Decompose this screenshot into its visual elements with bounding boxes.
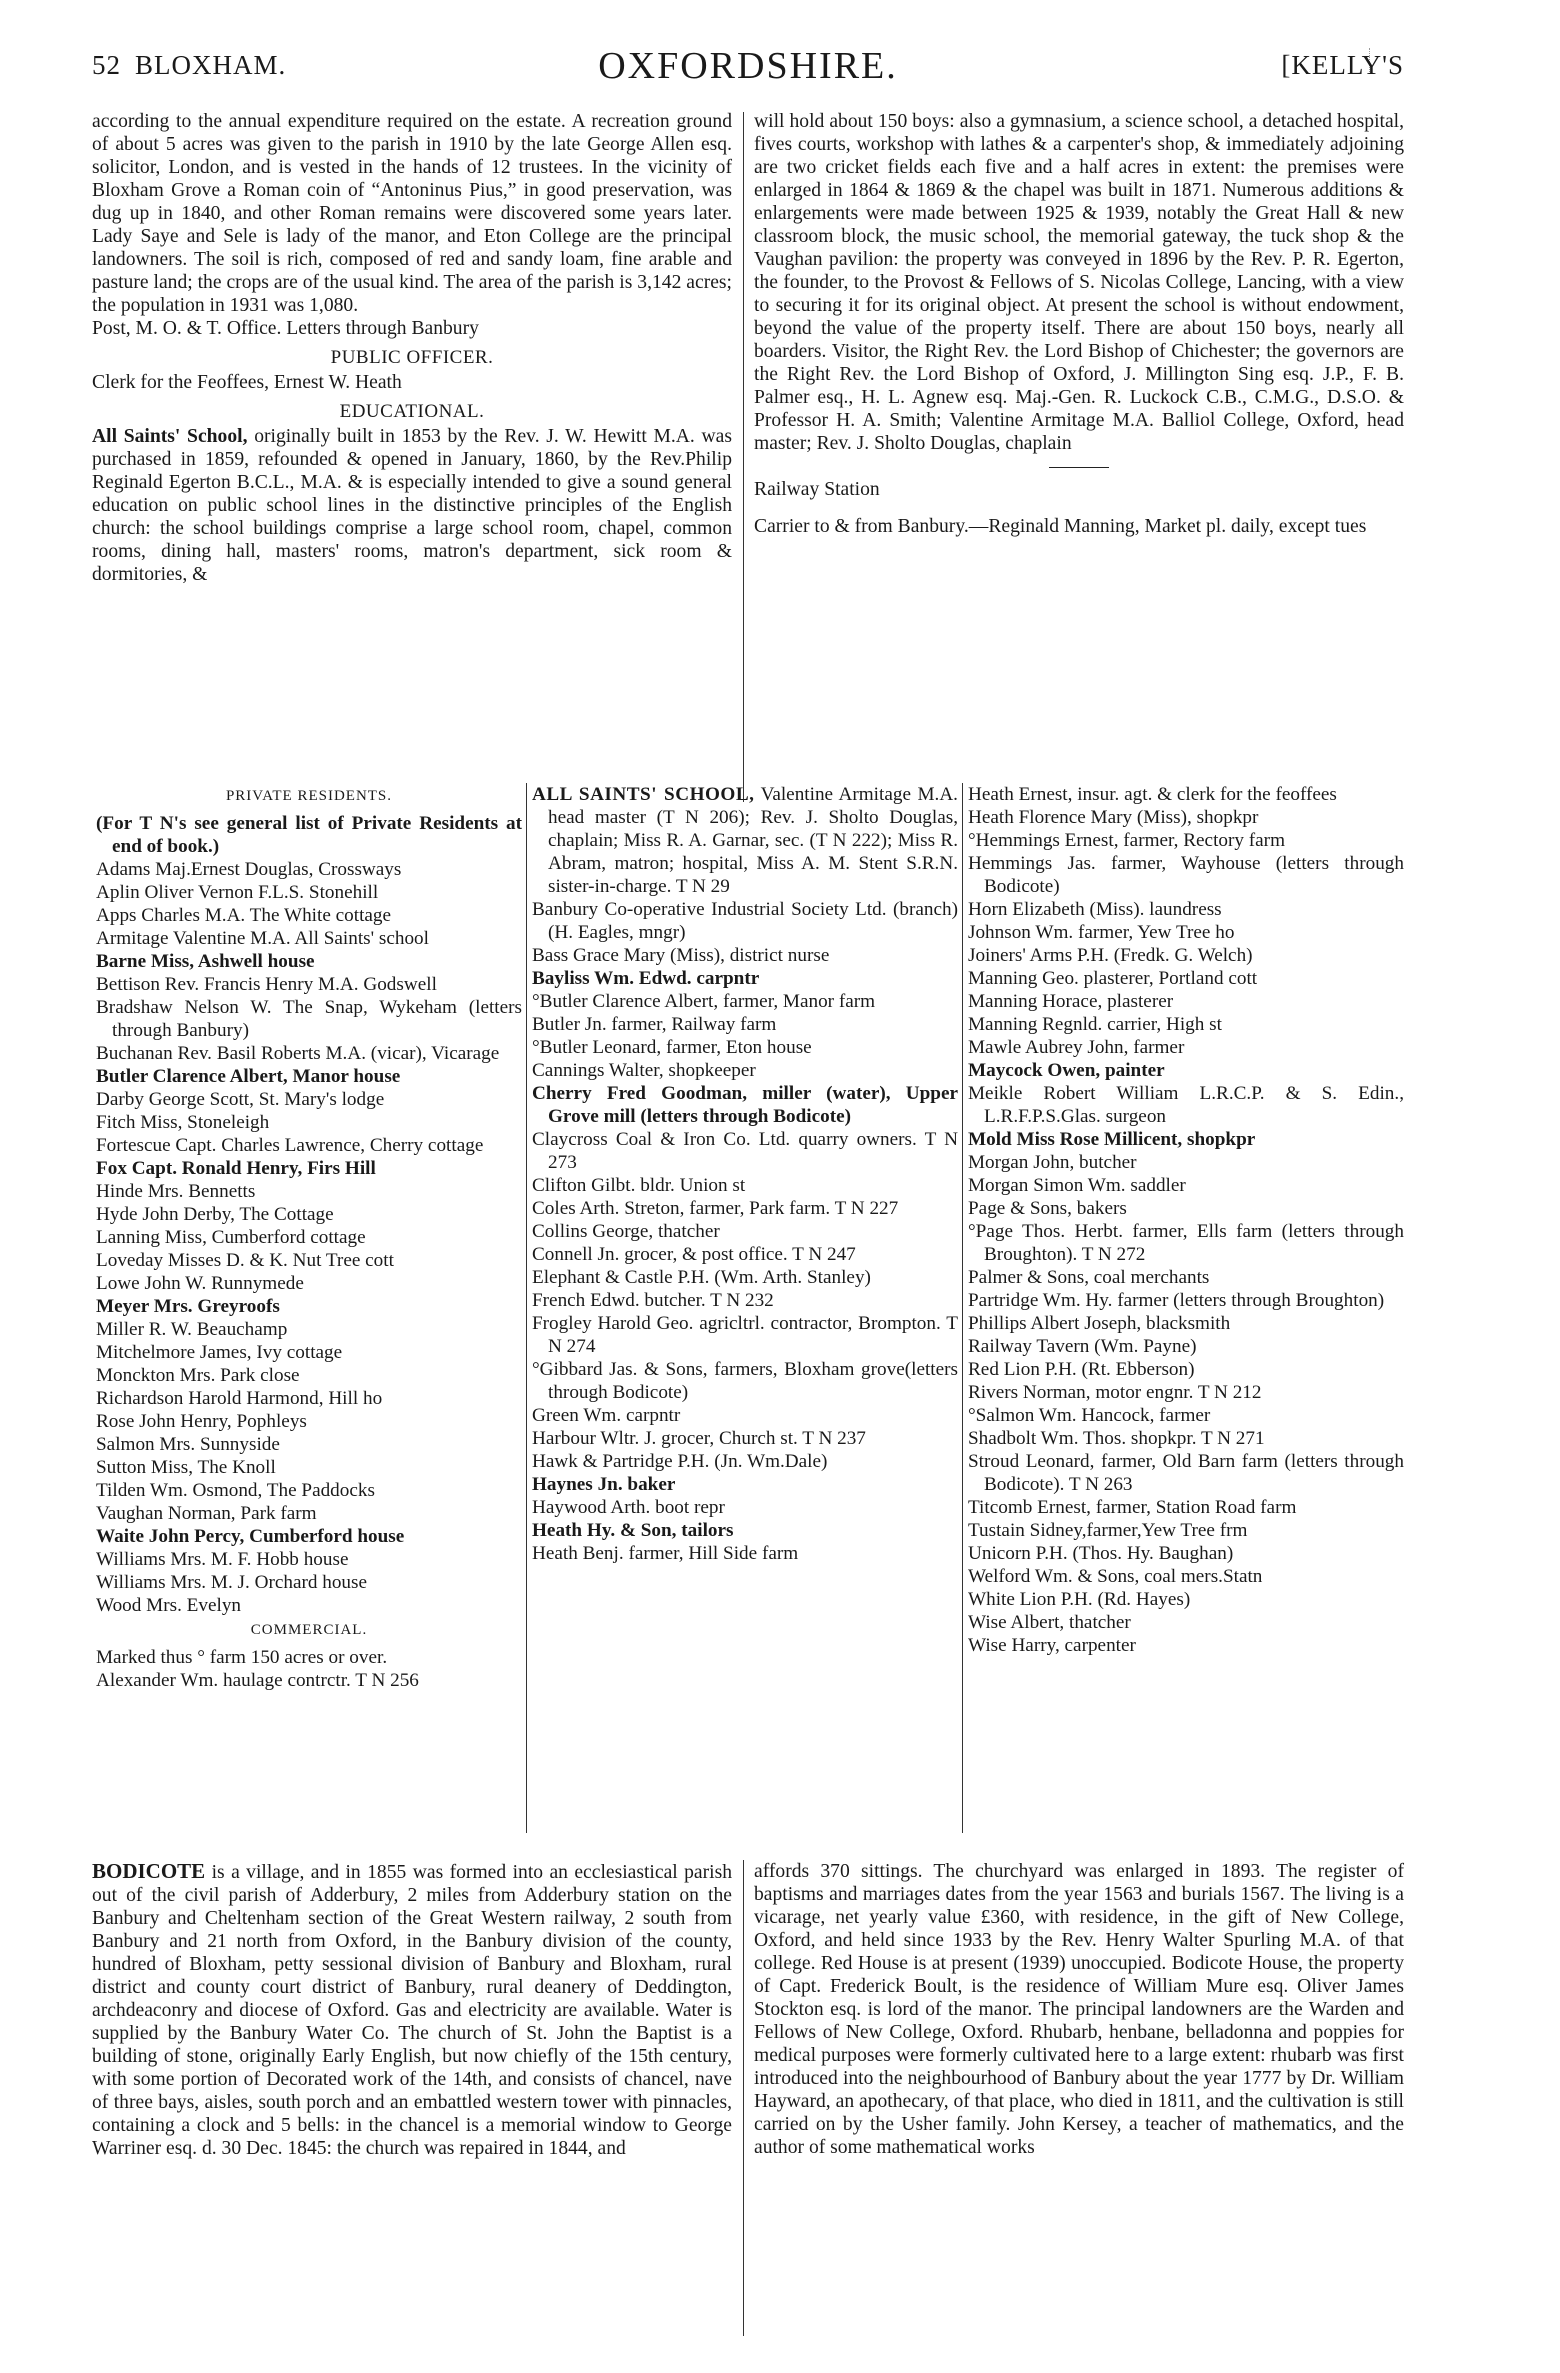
commercial-heading: COMMERCIAL.	[250, 1622, 368, 1638]
directory-entry: Page & Sons, bakers	[968, 1198, 1127, 1219]
railway-station: Railway Station	[754, 479, 880, 500]
directory-entry: Bayliss Wm. Edwd. carpntr	[532, 968, 760, 989]
directory-entry: Heath Florence Mary (Miss), shopkpr	[968, 807, 1259, 828]
directory-entry: Manning Geo. plasterer, Portland cott	[968, 968, 1258, 989]
directory-entry: Railway Tavern (Wm. Payne)	[968, 1336, 1197, 1357]
directory-entry: Frogley Harold Geo. agricltrl. contractor, Brompton. T N 274	[532, 1313, 958, 1357]
directory-entry: Mold Miss Rose Millicent, shopkpr	[968, 1129, 1256, 1150]
running-title-right: [KELLY'S	[1281, 50, 1404, 80]
directory-entry: Heath Hy. & Son, tailors	[532, 1520, 734, 1541]
entry-name: ALL SAINTS' SCHOOL,	[532, 784, 755, 805]
directory-entry: Tustain Sidney,farmer,Yew Tree frm	[968, 1520, 1248, 1541]
directory-entry: Johnson Wm. farmer, Yew Tree ho	[968, 922, 1235, 943]
school-description: originally built in 1853 by the Rev. J. W. Hewitt M.A. was purchased in 1859, refounded & opened in January, 1860, by the Rev.Philip Reginald Egerton B.C.L., M.A. & is especially intended to give a sound general education on public school lines in the distinctive principles of the English church: the school buildings comprise a large school room, chapel, common rooms, dining hall, masters' rooms, matron's department, sick room & dormitories, &	[92, 426, 732, 585]
directory-entry: Bradshaw Nelson W. The Snap, Wykeham (letters through Banbury)	[96, 997, 522, 1041]
directory-entry: Manning Regnld. carrier, High st	[968, 1014, 1222, 1035]
directory-entry: °Page Thos. Herbt. farmer, Ells farm (letters through Broughton). T N 272	[968, 1221, 1404, 1265]
directory-entry: Monckton Mrs. Park close	[96, 1365, 300, 1386]
directory-entry: Wood Mrs. Evelyn	[96, 1595, 242, 1616]
directory-entry: °Gibbard Jas. & Sons, farmers, Bloxham grove(letters through Bodicote)	[532, 1359, 958, 1403]
directory-entry: Vaughan Norman, Park farm	[96, 1503, 317, 1524]
directory-entry: Palmer & Sons, coal merchants	[968, 1267, 1210, 1288]
directory-entry: Wise Albert, thatcher	[968, 1612, 1131, 1633]
directory-entry: Shadbolt Wm. Thos. shopkpr. T N 271	[968, 1428, 1265, 1449]
directory-entry: Sutton Miss, The Knoll	[96, 1457, 276, 1478]
directory-entry: Haywood Arth. boot repr	[532, 1497, 725, 1518]
directory-entry: Bass Grace Mary (Miss), district nurse	[532, 945, 830, 966]
directory-entry: Apps Charles M.A. The White cottage	[96, 905, 392, 926]
running-title-left: BLOXHAM.	[135, 50, 287, 80]
directory-entry: Tilden Wm. Osmond, The Paddocks	[96, 1480, 375, 1501]
directory-entry: Collins George, thatcher	[532, 1221, 720, 1242]
directory-entry: Manning Horace, plasterer	[968, 991, 1174, 1012]
bloxham-text-left	[92, 110, 732, 586]
directory-entry: Elephant & Castle P.H. (Wm. Arth. Stanley)	[532, 1267, 871, 1288]
section-rule	[1049, 467, 1109, 468]
page-number: 52	[92, 50, 121, 80]
directory-entry: Cannings Walter, shopkeeper	[532, 1060, 756, 1081]
directory-entry: °Butler Clarence Albert, farmer, Manor farm	[532, 991, 876, 1012]
directory-entry: Salmon Mrs. Sunnyside	[96, 1434, 280, 1455]
column-divider	[962, 783, 963, 1833]
directory-entry: Loveday Misses D. & K. Nut Tree cott	[96, 1250, 394, 1271]
directory-entry: Lowe John W. Runnymede	[96, 1273, 304, 1294]
directory-entry: Mitchelmore James, Ivy cottage	[96, 1342, 343, 1363]
commercial-list-3	[968, 783, 1404, 1657]
directory-entry: °Hemmings Ernest, farmer, Rectory farm	[968, 830, 1285, 851]
directory-column-3	[968, 783, 1404, 1657]
directory-entry: Morgan John, butcher	[968, 1152, 1137, 1173]
directory-entry: Harbour Wltr. J. grocer, Church st. T N 237	[532, 1428, 866, 1449]
directory-entry: Richardson Harold Harmond, Hill ho	[96, 1388, 383, 1409]
school-paragraph	[92, 425, 732, 586]
directory-entry: Horn Elizabeth (Miss). laundress	[968, 899, 1222, 920]
commercial-list-start	[96, 1669, 522, 1692]
directory-entry: Cherry Fred Goodman, miller (water), Upper Grove mill (letters through Bodicote)	[532, 1083, 958, 1127]
directory-entry: Darby George Scott, St. Mary's lodge	[96, 1089, 385, 1110]
directory-entry: Maycock Owen, painter	[968, 1060, 1165, 1081]
public-officer-text: Clerk for the Feoffees, Ernest W. Heath	[92, 372, 402, 393]
directory-page	[92, 45, 1404, 2338]
directory-entry: Hyde John Derby, The Cottage	[96, 1204, 334, 1225]
bodicote-text-right	[754, 1860, 1404, 2159]
directory-entry: French Edwd. butcher. T N 232	[532, 1290, 774, 1311]
directory-entry: Williams Mrs. M. F. Hobb house	[96, 1549, 349, 1570]
directory-entry: Stroud Leonard, farmer, Old Barn farm (letters through Bodicote). T N 263	[968, 1451, 1404, 1495]
directory-entry: Lanning Miss, Cumberford cottage	[96, 1227, 366, 1248]
public-officer-heading: PUBLIC OFFICER.	[330, 347, 494, 368]
directory-entry: Miller R. W. Beauchamp	[96, 1319, 288, 1340]
directory-entry: Buchanan Rev. Basil Roberts M.A. (vicar), Vicarage	[96, 1043, 500, 1064]
directory-entry: Adams Maj.Ernest Douglas, Crossways	[96, 859, 402, 880]
directory-entry: Butler Jn. farmer, Railway farm	[532, 1014, 777, 1035]
directory-column-2	[532, 783, 958, 1565]
directory-entry: Connell Jn. grocer, & post office. T N 247	[532, 1244, 856, 1265]
bodicote-paragraph	[92, 1860, 732, 2160]
bodicote-paragraph-continued: affords 370 sittings. The churchyard was enlarged in 1893. The register of baptisms and marriages dates from the year 1563 and burials 1567. The living is a vicarage, net yearly value £360, with residence, in the gift of New College, Oxford, and held since 1933 by the Rev. Henry Walter Spurling M.A. of that college. Red House is at present (1939) unoccupied. Bodicote House, the property of Capt. Frederick Boult, is the residence of William Mure esq. Oliver James Stockton esq. is lord of the manor. The principal landowners are the Warden and Fellows of New College, Oxford. Rhubarb, henbane, belladonna and poppies for medical purposes were formerly cultivated here to a large extent: rhubarb was first introduced into the neighbourhood of Banbury about the year 1777 by Dr. William Hayward, an apothecary, of that place, who died in 1811, and the cultivation is still carried on by the Usher family. John Kersey, a teacher of mathematics, and the author of some mathematical works	[754, 1861, 1404, 2158]
private-residents-note: (For T N's see general list of Private Residents at end of book.)	[96, 813, 522, 857]
school-name: All Saints' School,	[92, 426, 248, 447]
directory-entry: °Salmon Wm. Hancock, farmer	[968, 1405, 1211, 1426]
post-office-line: Post, M. O. & T. Office. Letters through Banbury	[92, 318, 479, 339]
directory-entry: Mawle Aubrey John, farmer	[968, 1037, 1185, 1058]
directory-entry: Green Wm. carpntr	[532, 1405, 681, 1426]
directory-entry: Barne Miss, Ashwell house	[96, 951, 315, 972]
directory-entry: Morgan Simon Wm. saddler	[968, 1175, 1186, 1196]
school-paragraph-continued: will hold about 150 boys: also a gymnasium, a science school, a detached hospital, fives courts, workshop with lathes & a carpenter's shop, & immediately adjoining are two cricket fields each five and a half acres in extent: the premises were enlarged in 1864 & 1869 & the chapel was built in 1871. Numerous additions & enlargements were made between 1925 & 1939, notably the Great Hall & new classroom block, the music school, the memorial gateway, the tuck shop & the Vaughan pavilion: the property was conveyed in 1896 by the Rev. P. R. Egerton, the founder, to the Provost & Fellows of S. Nicolas College, Lancing, with a view to securing it for its original object. At present the school is without endowment, beyond the value of the property itself. There are about 150 boys, nearly all boarders. Visitor, the Right Rev. the Lord Bishop of Chichester; the governors are the Right Rev. the Lord Bishop of Oxford, J. Millington Sing esq. J.P., F. B. Palmer esq., H. L. Agnew esq. Maj.-Gen. R. Luckock C.B., C.M.G., D.S.O. & Professor H. A. Smith; Valentine Armitage M.A. Balliol College, Oxford, head master; Rev. J. Sholto Douglas, chaplain	[754, 111, 1404, 454]
directory-entry: Welford Wm. & Sons, coal mers.Statn	[968, 1566, 1263, 1587]
directory-entry: Clifton Gilbt. bldr. Union st	[532, 1175, 746, 1196]
directory-entry: Meyer Mrs. Greyroofs	[96, 1296, 280, 1317]
directory-entry: Williams Mrs. M. J. Orchard house	[96, 1572, 368, 1593]
directory-entry: Butler Clarence Albert, Manor house	[96, 1066, 401, 1087]
directory-entry: Rivers Norman, motor engnr. T N 212	[968, 1382, 1262, 1403]
directory-entry: °Butler Leonard, farmer, Eton house	[532, 1037, 812, 1058]
directory-entry: White Lion P.H. (Rd. Hayes)	[968, 1589, 1191, 1610]
educational-heading: EDUCATIONAL.	[339, 401, 485, 422]
directory-entry: Armitage Valentine M.A. All Saints' school	[96, 928, 429, 949]
bloxham-text-right	[754, 110, 1404, 538]
directory-entry: Heath Benj. farmer, Hill Side farm	[532, 1543, 799, 1564]
directory-entry: Heath Ernest, insur. agt. & clerk for the feoffees	[968, 784, 1337, 805]
carrier-line: Carrier to & from Banbury.—Reginald Manning, Market pl. daily, except tues	[754, 516, 1367, 537]
directory-entry: Banbury Co-operative Industrial Society Ltd. (branch) (H. Eagles, mngr)	[532, 899, 958, 943]
county-title: OXFORDSHIRE.	[598, 45, 898, 87]
commercial-list-2	[532, 783, 958, 1565]
column-divider	[743, 112, 744, 802]
directory-entry: Fortescue Capt. Charles Lawrence, Cherry cottage	[96, 1135, 484, 1156]
page-header	[92, 45, 1404, 94]
directory-entry: Hawk & Partridge P.H. (Jn. Wm.Dale)	[532, 1451, 828, 1472]
bodicote-text: is a village, and in 1855 was formed into an ecclesiastical parish out of the civil parish of Adderbury, 2 miles from Adderbury station on the Banbury and Cheltenham section of the Great Western railway, 2 south from Banbury and 21 north from Oxford, in the Banbury division of the county, hundred of Bloxham, petty sessional division of Banbury and Bloxham, rural district and county court district of Banbury, rural deanery of Deddington, archdeaconry and diocese of Oxford. Gas and electricity are available. Water is supplied by the Banbury Water Co. The church of St. John the Baptist is a building of stone, originally Early English, but now chiefly of the 15th century, with some portion of Decorated work of the 14th, and consists of chancel, nave of three bays, aisles, south porch and an embattled western tower with pinnacles, containing a clock and 5 bells: in the chancel is a memorial window to George Warriner esq. d. 30 Dec. 1845: the church was repaired in 1844, and	[92, 1862, 732, 2159]
private-residents-list	[96, 858, 522, 1617]
directory-entry: Titcomb Ernest, farmer, Station Road farm	[968, 1497, 1297, 1518]
directory-entry: Waite John Percy, Cumberford house	[96, 1526, 405, 1547]
column-divider	[743, 1860, 744, 2336]
directory-entry: Aplin Oliver Vernon F.L.S. Stonehill	[96, 882, 379, 903]
directory-entry: Meikle Robert William L.R.C.P. & S. Edin., L.R.F.P.S.Glas. surgeon	[968, 1083, 1404, 1127]
commercial-note: Marked thus ° farm 150 acres or over.	[96, 1647, 388, 1668]
directory-entry: Red Lion P.H. (Rt. Ebberson)	[968, 1359, 1195, 1380]
directory-entry: Wise Harry, carpenter	[968, 1635, 1136, 1656]
directory-entry: Alexander Wm. haulage contrctr. T N 256	[96, 1670, 419, 1691]
bodicote-text-left	[92, 1860, 732, 2160]
directory-entry: Unicorn P.H. (Thos. Hy. Baughan)	[968, 1543, 1234, 1564]
directory-column-1	[96, 783, 522, 1692]
private-residents-heading: PRIVATE RESIDENTS.	[225, 788, 393, 804]
directory-entry: Phillips Albert Joseph, blacksmith	[968, 1313, 1231, 1334]
directory-entry: Coles Arth. Streton, farmer, Park farm. T N 227	[532, 1198, 899, 1219]
directory-entry: Haynes Jn. baker	[532, 1474, 676, 1495]
directory-entry: Bettison Rev. Francis Henry M.A. Godswell	[96, 974, 437, 995]
column-divider	[526, 783, 527, 1833]
directory-entry: ALL SAINTS' SCHOOL, Valentine Armitage M.A. head master (T N 206); Rev. J. Sholto Douglas, chaplain; Miss R. A. Garnar, sec. (T N 222); Miss R. Abram, matron; hospital, Miss A. M. Stent S.R.N. sister-in-charge. T N 29	[532, 784, 958, 897]
bodicote-name: BODICOTE	[92, 1859, 206, 1883]
directory-entry: Joiners' Arms P.H. (Fredk. G. Welch)	[968, 945, 1253, 966]
directory-entry: Fox Capt. Ronald Henry, Firs Hill	[96, 1158, 376, 1179]
directory-entry: Hemmings Jas. farmer, Wayhouse (letters through Bodicote)	[968, 853, 1404, 897]
directory-entry: Claycross Coal & Iron Co. Ltd. quarry owners. T N 273	[532, 1129, 958, 1173]
directory-entry: Rose John Henry, Pophleys	[96, 1411, 307, 1432]
bloxham-paragraph: according to the annual expenditure required on the estate. A recreation ground of about 5 acres was given to the parish in 1910 by the late George Allen esq. solicitor, London, and is vested in the hands of 12 trustees. In the vicinity of Bloxham Grove a Roman coin of “Antoninus Pius,” in good preservation, was dug up in 1840, and other Roman remains were discovered some years later. Lady Saye and Sele is lady of the manor, and Eton College are the principal landowners. The soil is rich, composed of red and sandy loam, fine arable and pasture land; the crops are of the usual kind. The area of the parish is 3,142 acres; the population in 1931 was 1,080.	[92, 111, 732, 316]
directory-entry: Hinde Mrs. Bennetts	[96, 1181, 256, 1202]
directory-entry: Fitch Miss, Stoneleigh	[96, 1112, 270, 1133]
directory-entry: Partridge Wm. Hy. farmer (letters through Broughton)	[968, 1290, 1385, 1311]
